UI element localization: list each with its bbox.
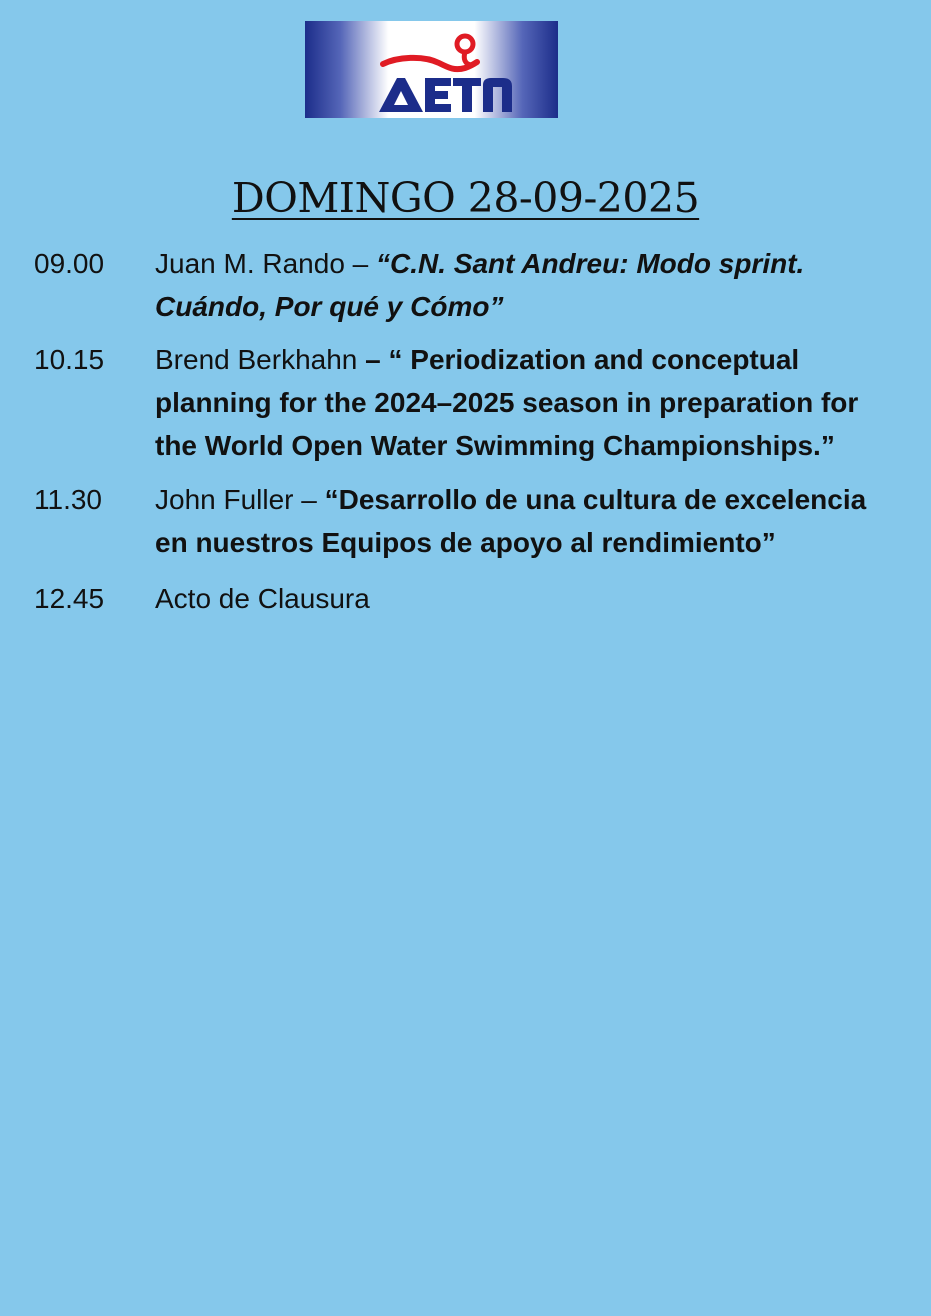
aetn-logo-mark	[305, 21, 558, 118]
talk-title: “Desarrollo de una cultura de excelencia	[324, 484, 867, 515]
aetn-logo	[305, 21, 558, 118]
talk-title-continued: the World Open Water Swimming Championships.”	[155, 430, 835, 461]
page-title	[0, 174, 931, 222]
schedule-time: 09.00	[34, 248, 105, 279]
schedule-content	[155, 478, 915, 564]
talk-title: – “ Periodization and conceptual	[365, 344, 800, 375]
schedule-content	[155, 338, 915, 467]
talk-title: “C.N. Sant Andreu: Modo sprint.	[376, 248, 805, 279]
page-title-text: DOMINGO 28-09-2025	[231, 174, 700, 222]
schedule-time: 12.45	[34, 583, 105, 614]
schedule-content	[155, 577, 915, 620]
talk-title-continued: Cuándo, Por qué y Cómo”	[155, 291, 504, 322]
speaker-name: Juan M. Rando –	[155, 248, 377, 279]
talk-title-continued: planning for the 2024–2025 season in preparation for	[155, 387, 859, 418]
closing-ceremony: Acto de Clausura	[155, 583, 370, 614]
speaker-name: Brend Berkhahn	[155, 344, 366, 375]
schedule-time: 11.30	[34, 484, 102, 515]
schedule-time: 10.15	[34, 344, 105, 375]
talk-title-continued: en nuestros Equipos de apoyo al rendimiento”	[155, 527, 776, 558]
schedule-content	[155, 242, 915, 328]
speaker-name: John Fuller –	[155, 484, 325, 515]
